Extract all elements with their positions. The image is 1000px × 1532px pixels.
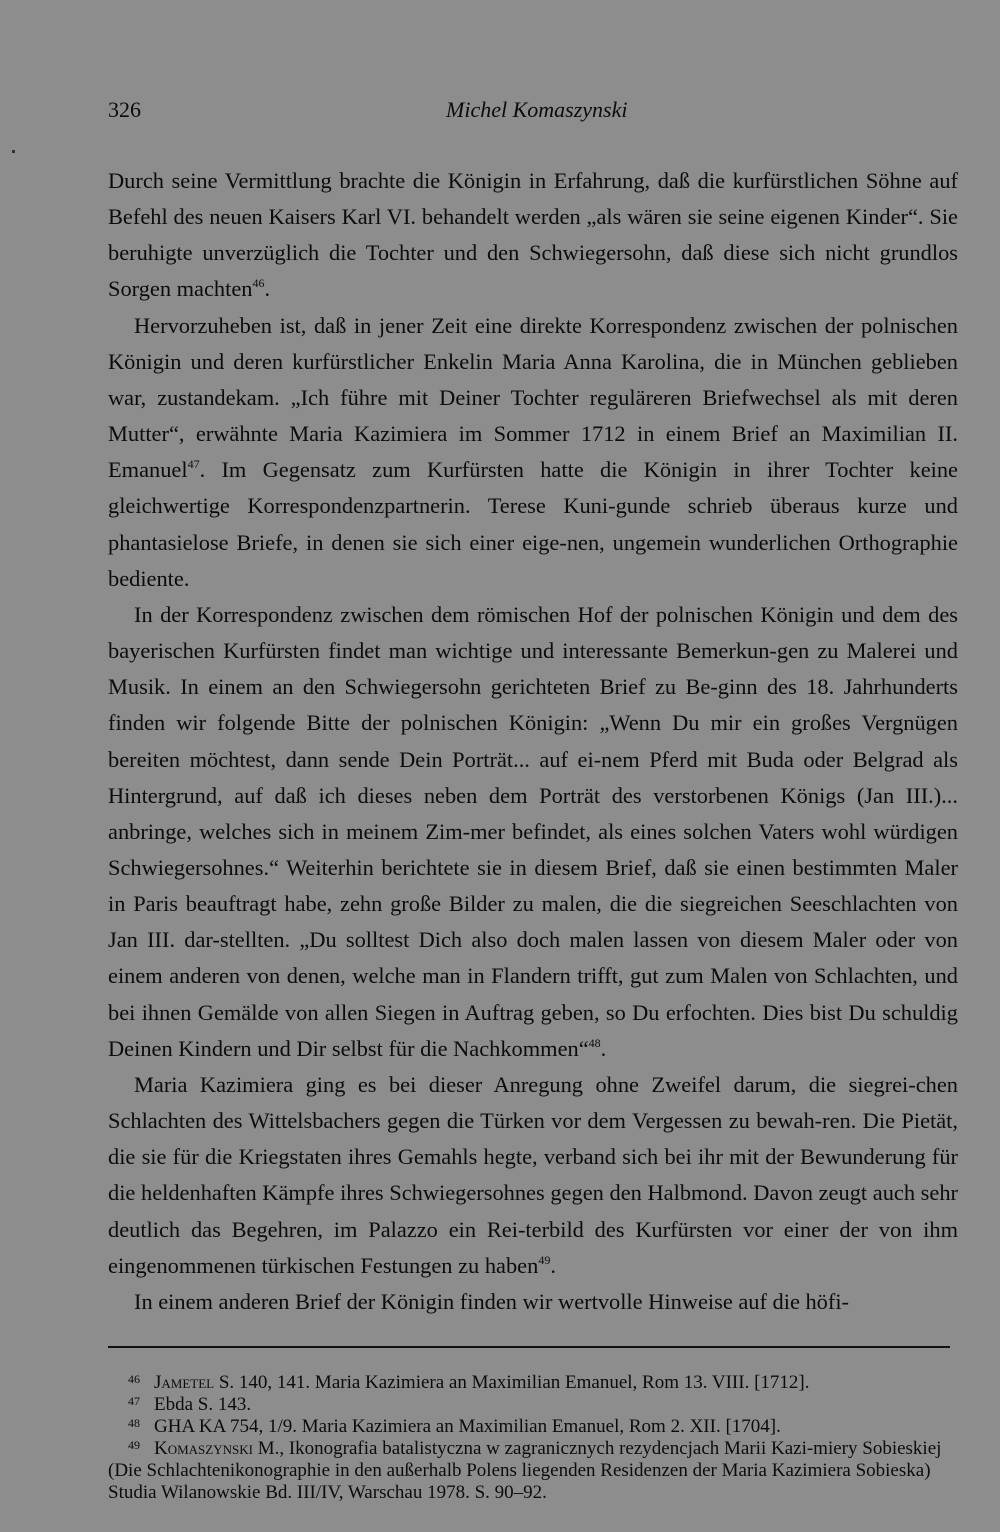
text-line: berichtete sie in diesem Brief, daß sie einen bestimmten Maler in Paris beauftragt (108, 854, 958, 917)
text-line: terbild des Kurfürsten vor einer der von ihm eingenommenen türkischen Festungen (108, 1216, 958, 1278)
text-line: stellten. „Du solltest Dich also doch malen lassen von diesem Maler oder von einem (108, 927, 958, 989)
text-line: habe, zehn große Bilder zu malen, die die siegreichen Seeschlachten von Jan III. dar- (108, 891, 958, 953)
footnote-49 (108, 1438, 948, 1504)
footnote-number: 46 (128, 1372, 140, 1386)
main-text (108, 163, 958, 1320)
footnote-text: M., Ikonografia batalistyczna w zagranicznych rezydencjach Marii Kazi-miery Sobieskiej (Die Schlachtenikonographie in den außerhalb Polens liegenden Residenzen der Maria Kazimiera Sobieska) Studia Wilanowskie Bd. III/IV, Warschau 1978. S. 90–92. (108, 1438, 942, 1503)
text-line: mer befindet, als eines solchen Vaters wohl würdigen Schwiegersohnes.“ Weiterhin (108, 818, 958, 880)
footnote-48 (108, 1416, 948, 1438)
paragraph-5 (108, 1284, 958, 1320)
paragraph-3 (108, 597, 958, 1067)
punctuation: . (264, 276, 271, 302)
paragraph-2 (108, 308, 958, 597)
text-line: Porträt des verstorbenen Königs (Jan III.)... anbringe, welches sich in meinem Zim- (108, 782, 958, 844)
text-line: daß diese sich nicht grundlos Sorgen machten (108, 240, 958, 302)
text-line: . Im Gegensatz zum Kurfürsten hatte die (199, 457, 628, 483)
text-line: ginn des 18. Jahrhunderts finden wir folgende Bitte der polnischen Königin: „Wenn (108, 674, 958, 736)
footnote-ref-48: 48 (588, 1035, 601, 1050)
text-line: nen, ungemein wunderlichen Orthographie bediente. (108, 529, 959, 591)
footnote-ref-47: 47 (187, 457, 200, 472)
footnote-46 (108, 1372, 948, 1394)
footnote-text: Ebda S. 143. (154, 1394, 252, 1415)
punctuation: . (600, 1035, 607, 1061)
page-number: 326 (108, 97, 141, 122)
text-line: Maria Kazimiera ging es bei dieser Anregung ohne Zweifel darum, die siegrei- (134, 1071, 916, 1097)
text-line: Durch seine Vermittlung brachte die Königin in Erfahrung, daß die kurfürstlichen (108, 168, 859, 193)
footnotes (108, 1372, 948, 1504)
running-header-author: Michel Komaszynski (446, 97, 628, 122)
text-line: dem des bayerischen Kurfürsten findet man wichtige und interessante Bemerkun- (108, 601, 958, 664)
footnote-number: 49 (128, 1438, 140, 1452)
footnote-text: S. 140, 141. Maria Kazimiera an Maximilian Emanuel, Rom 13. VIII. [1712]. (214, 1372, 810, 1393)
paragraph-1 (108, 163, 958, 308)
text-line: und bei ihnen Gemälde von allen Siegen in Auftrag geben, so Du erfochten. Dies (108, 963, 958, 1025)
text-line: gunde schrieb überaus kurze und phantasielose Briefe, in denen sie sich einer eige- (108, 493, 958, 555)
text-line: anderen von denen, welche man in Flandern trifft, gut zum Malen von Schlachten, (169, 963, 918, 989)
footnote-47 (108, 1394, 948, 1416)
footnote-text: GHA KA 754, 1/9. Maria Kazimiera an Maximilian Emanuel, Rom 2. XII. [1704]. (154, 1416, 781, 1437)
running-header (108, 97, 955, 129)
text-line: mit der Bewunderung für die heldenhaften Kämpfe ihres Schwiegersohnes gegen (108, 1144, 958, 1206)
text-line: In einem anderen Brief der Königin finden wir wertvolle Hinweise auf die höfi- (134, 1288, 850, 1314)
footnote-ref-49: 49 (538, 1252, 551, 1267)
text-line: ren. Die Pietät, die sie für die Kriegstaten ihres Gemahls hegte, verband sich bei ihr (108, 1108, 958, 1170)
text-line: chen Schlachten des Wittelsbachers gegen die Türken vor dem Vergessen zu bewah- (108, 1071, 958, 1134)
text-line: den Halbmond. Davon zeugt auch sehr deutlich das Begehren, im Palazzo ein Rei- (108, 1180, 958, 1242)
punctuation: . (550, 1252, 556, 1278)
footnote-number: 47 (128, 1394, 140, 1408)
text-line: polnischen Königin und deren kurfürstlicher Enkelin Maria Anna Karolina, die in (108, 312, 958, 374)
footnote-author: Jametel (154, 1372, 215, 1393)
text-line: zu haben (458, 1252, 539, 1278)
text-line: eigenen Kinder“. Sie beruhigte unverzüglich die Tochter und den Schwiegersohn, (108, 204, 958, 266)
text-line: Hervorzuheben ist, daß in jener Zeit eine direkte Korrespondenz zwischen der (134, 312, 854, 338)
scan-speck (12, 150, 15, 153)
text-line: Du mir ein großes Vergnügen bereiten möchtest, dann sende Dein Porträt... auf ei- (108, 710, 958, 772)
text-line: einem Brief an Maximilian II. Emanuel (108, 421, 958, 483)
text-line: bist Du schuldig Deinen Kindern und Dir selbst für die Nachkommen“ (108, 999, 958, 1061)
text-line: Briefwechsel als mit deren Mutter“, erwähnte Maria Kazimiera im Sommer 1712 in (108, 384, 958, 447)
text-line: In der Korrespondenz zwischen dem römischen Hof der polnischen Königin und (134, 601, 875, 627)
text-line: Söhne auf Befehl des neuen Kaisers Karl VI. behandelt werden „als wären sie seine (108, 168, 958, 230)
footnote-rule (108, 1346, 950, 1348)
footnote-number: 48 (128, 1416, 140, 1430)
text-line: nem Pferd mit Buda oder Belgrad als Hintergrund, auf daß ich dieses neben dem (108, 746, 958, 808)
paragraph-4 (108, 1067, 958, 1284)
text-line: gen zu Malerei und Musik. In einem an den Schwiegersohn gerichteten Brief zu Be- (108, 638, 959, 700)
text-line: Königin in ihrer Tochter keine gleichwertige Korrespondenzpartnerin. Terese Kuni- (108, 457, 958, 519)
footnote-author: Komaszynski (154, 1438, 253, 1459)
text-line: München geblieben war, zustandekam. „Ich führe mit Deiner Tochter reguläreren (108, 348, 958, 410)
footnote-ref-46: 46 (252, 276, 265, 291)
